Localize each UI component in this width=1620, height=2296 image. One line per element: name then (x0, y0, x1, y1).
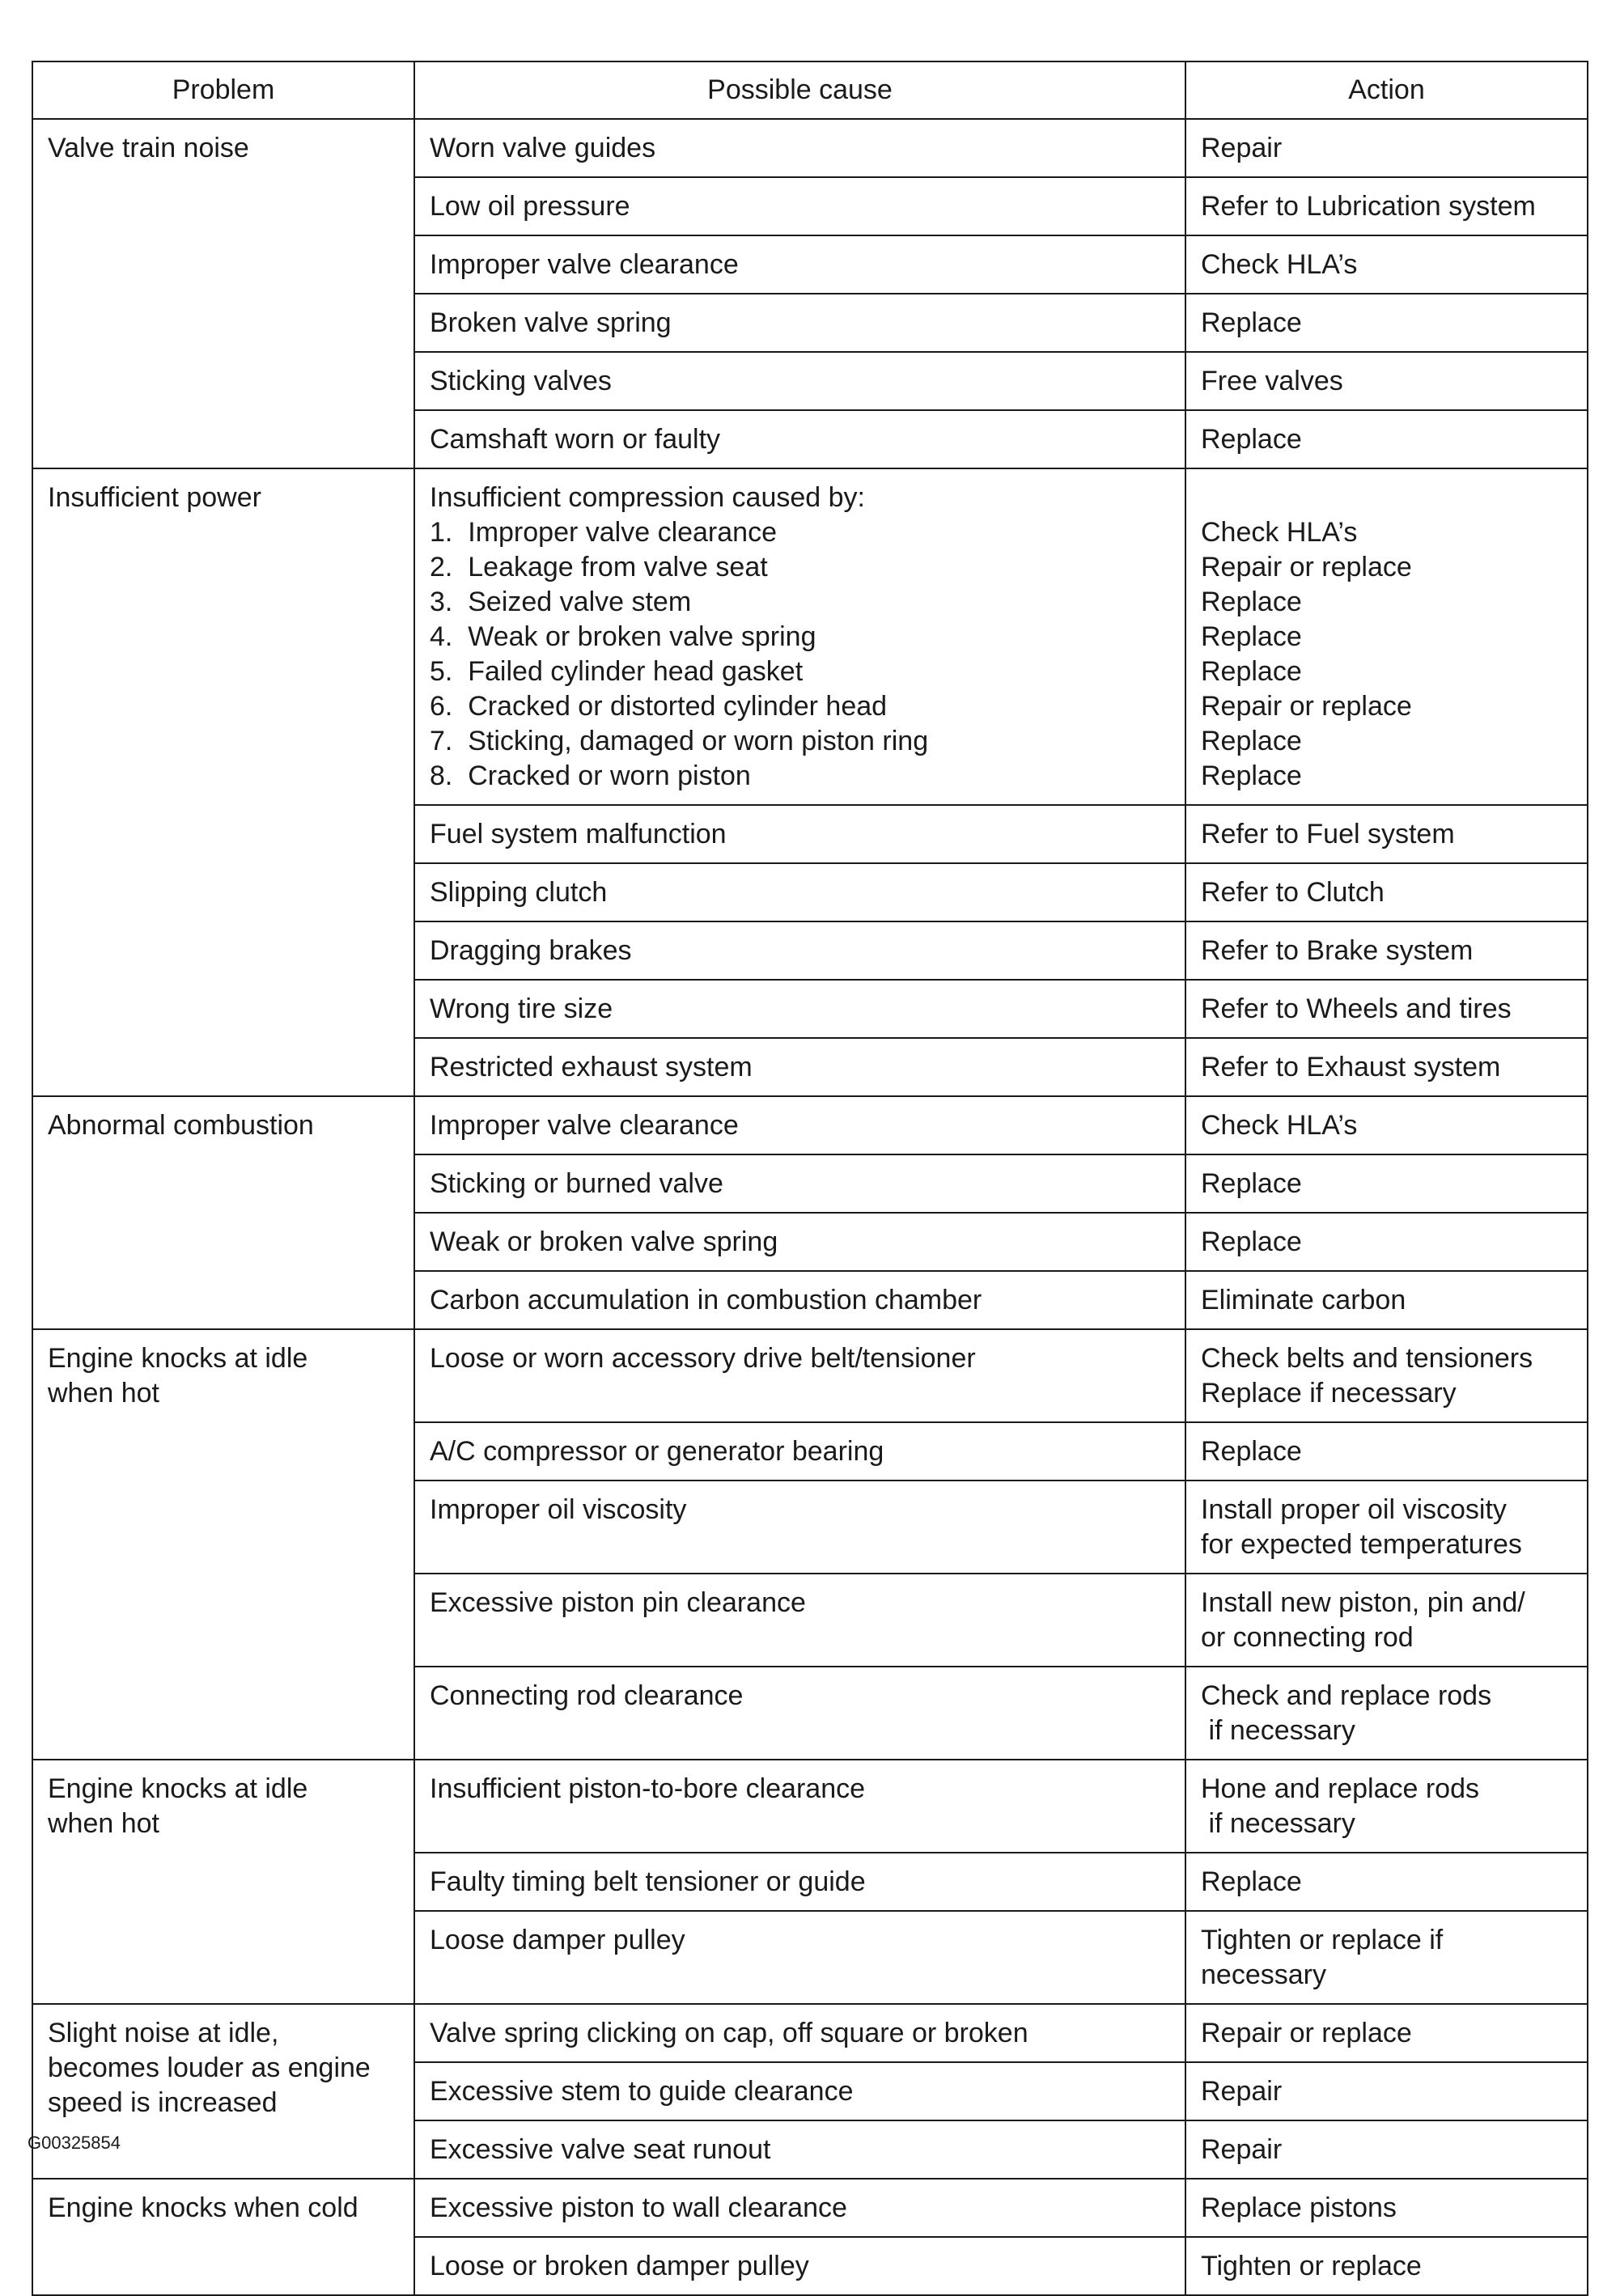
action-cell (1185, 1154, 1588, 1213)
cause-text: Wrong tire size (430, 993, 613, 1024)
action-cell (1185, 294, 1588, 352)
action-cell (1185, 2237, 1588, 2295)
action-cell (1185, 1038, 1588, 1096)
action-cell (1185, 1422, 1588, 1481)
action-text: Free valves (1201, 366, 1343, 396)
cause-cell (414, 410, 1185, 468)
cause-text: Loose or broken damper pulley (430, 2251, 809, 2281)
action-text: Check and replace rods (1201, 1680, 1492, 1711)
action-text: Tighten or replace (1201, 2251, 1422, 2281)
cause-cell (414, 921, 1185, 980)
cause-text: Low oil pressure (430, 191, 630, 222)
header-row (32, 61, 1588, 119)
cause-cell (414, 1096, 1185, 1154)
problem-text: Abnormal combustion (48, 1110, 314, 1141)
action-spacer (1201, 481, 1574, 515)
cause-text: Loose or worn accessory drive belt/tensioner (430, 1343, 976, 1374)
table-row (32, 1329, 1588, 1422)
problem-text: Slight noise at idle, (48, 2018, 279, 2048)
action-text: for expected temperatures (1201, 1529, 1522, 1560)
problem-text: Engine knocks at idle (48, 1773, 308, 1804)
action-text: Repair (1201, 2134, 1283, 2165)
cause-cell (414, 1760, 1185, 1853)
cause-list-item: 4. Weak or broken valve spring (430, 621, 816, 652)
action-cell (1185, 2062, 1588, 2120)
cause-cell (414, 863, 1185, 921)
action-cell (1185, 1760, 1588, 1853)
cause-text: Excessive piston pin clearance (430, 1587, 806, 1618)
action-cell (1185, 235, 1588, 294)
cause-text: Worn valve guides (430, 133, 656, 163)
action-text: necessary (1201, 1959, 1326, 1990)
cause-cell (414, 1911, 1185, 2004)
cause-list-item: 3. Seized valve stem (430, 587, 692, 617)
cause-text: Insufficient piston-to-bore clearance (430, 1773, 866, 1804)
cause-text: Camshaft worn or faulty (430, 424, 721, 455)
cause-cell (414, 1154, 1185, 1213)
cause-text: Excessive piston to wall clearance (430, 2192, 847, 2223)
problem-text: Engine knocks at idle (48, 1343, 308, 1374)
action-list-item: Check HLA’s (1201, 517, 1358, 548)
cause-text: Restricted exhaust system (430, 1052, 753, 1082)
cause-cell (414, 1853, 1185, 1911)
cause-list-item: 1. Improper valve clearance (430, 517, 777, 548)
problem-text: becomes louder as engine (48, 2052, 371, 2083)
action-text: or connecting rod (1201, 1622, 1414, 1653)
cause-cell (414, 1422, 1185, 1481)
cause-text: Improper oil viscosity (430, 1494, 687, 1525)
problem-text: Insufficient power (48, 482, 261, 513)
cause-text: Carbon accumulation in combustion chamber (430, 1285, 982, 1315)
cause-heading-text: Insufficient compression caused by: (430, 482, 865, 513)
action-cell (1185, 2004, 1588, 2062)
action-cell (1185, 1911, 1588, 2004)
action-text: Repair or replace (1201, 2018, 1412, 2048)
figure-id: G00325854 (28, 2133, 121, 2153)
action-cell (1185, 1853, 1588, 1911)
action-text: Replace (1201, 1436, 1302, 1467)
cause-text: Improper valve clearance (430, 249, 739, 280)
action-text: Refer to Wheels and tires (1201, 993, 1512, 1024)
header-problem: Problem (32, 61, 414, 119)
action-list-item: Replace (1201, 726, 1302, 756)
cause-text: Sticking valves (430, 366, 612, 396)
action-cell (1185, 1096, 1588, 1154)
table-row (32, 468, 1588, 805)
action-text: Repair (1201, 2076, 1283, 2107)
problem-text: when hot (48, 1808, 159, 1839)
problem-cell (32, 1096, 414, 1329)
action-cell (1185, 119, 1588, 177)
action-text: Replace (1201, 1226, 1302, 1257)
action-list-item: Replace (1201, 587, 1302, 617)
cause-cell (414, 1481, 1185, 1574)
action-cell (1185, 2120, 1588, 2179)
cause-cell (414, 1271, 1185, 1329)
cause-cell (414, 468, 1185, 805)
problem-text: Engine knocks when cold (48, 2192, 358, 2223)
cause-cell (414, 235, 1185, 294)
header-action: Action (1185, 61, 1588, 119)
action-cell (1185, 1574, 1588, 1667)
problem-text: speed is increased (48, 2087, 278, 2118)
cause-cell (414, 294, 1185, 352)
cause-text: Sticking or burned valve (430, 1168, 723, 1199)
action-list-item: Replace (1201, 621, 1302, 652)
action-cell (1185, 1667, 1588, 1760)
cause-list-item: 8. Cracked or worn piston (430, 760, 751, 791)
action-text: Tighten or replace if (1201, 1925, 1444, 1955)
action-cell (1185, 1271, 1588, 1329)
problem-cell (32, 468, 414, 1096)
action-text: Eliminate carbon (1201, 1285, 1406, 1315)
action-cell (1185, 352, 1588, 410)
action-text: Replace if necessary (1201, 1378, 1457, 1409)
cause-list-item: 7. Sticking, damaged or worn piston ring (430, 726, 929, 756)
action-text: Refer to Brake system (1201, 935, 1474, 966)
action-cell (1185, 980, 1588, 1038)
table-body (32, 119, 1588, 2295)
cause-text: Excessive valve seat runout (430, 2134, 771, 2165)
cause-cell (414, 2120, 1185, 2179)
cause-text: Faulty timing belt tensioner or guide (430, 1866, 866, 1897)
action-text: Hone and replace rods (1201, 1773, 1480, 1804)
action-text: Refer to Exhaust system (1201, 1052, 1501, 1082)
problem-cell (32, 1329, 414, 1760)
action-text: Replace (1201, 1168, 1302, 1199)
table-row (32, 1096, 1588, 1154)
cause-text: Fuel system malfunction (430, 819, 727, 849)
action-list-item: Replace (1201, 760, 1302, 791)
table-row (32, 2179, 1588, 2237)
action-text: Check HLA’s (1201, 249, 1358, 280)
cause-cell (414, 1667, 1185, 1760)
problem-cell (32, 2179, 414, 2295)
action-text: Replace (1201, 307, 1302, 338)
header-possible-cause: Possible cause (414, 61, 1185, 119)
action-cell (1185, 1481, 1588, 1574)
action-list-item: Replace (1201, 656, 1302, 687)
cause-cell (414, 1038, 1185, 1096)
action-cell (1185, 863, 1588, 921)
cause-cell (414, 352, 1185, 410)
cause-cell (414, 1329, 1185, 1422)
problem-cell (32, 119, 414, 468)
problem-cell (32, 1760, 414, 2004)
action-text: Refer to Clutch (1201, 877, 1385, 908)
action-cell (1185, 468, 1588, 805)
action-list-item: Repair or replace (1201, 691, 1412, 722)
action-text: if necessary (1201, 1715, 1355, 1746)
action-text: if necessary (1201, 1808, 1355, 1839)
action-text: Replace (1201, 1866, 1302, 1897)
problem-text: Valve train noise (48, 133, 249, 163)
table-row (32, 1760, 1588, 1853)
action-text: Refer to Lubrication system (1201, 191, 1536, 222)
action-cell (1185, 177, 1588, 235)
cause-cell (414, 2062, 1185, 2120)
table-header (32, 61, 1588, 119)
cause-cell (414, 805, 1185, 863)
cause-text: Loose damper pulley (430, 1925, 685, 1955)
action-text: Check belts and tensioners (1201, 1343, 1533, 1374)
cause-text: Broken valve spring (430, 307, 672, 338)
cause-cell (414, 1213, 1185, 1271)
action-cell (1185, 1329, 1588, 1422)
cause-text: Connecting rod clearance (430, 1680, 744, 1711)
action-text: Repair (1201, 133, 1283, 163)
cause-text: Improper valve clearance (430, 1110, 739, 1141)
action-text: Replace (1201, 424, 1302, 455)
action-cell (1185, 921, 1588, 980)
cause-text: Excessive stem to guide clearance (430, 2076, 854, 2107)
table-row (32, 119, 1588, 177)
action-text: Refer to Fuel system (1201, 819, 1455, 849)
action-cell (1185, 1213, 1588, 1271)
cause-list-item: 2. Leakage from valve seat (430, 552, 768, 582)
action-text: Install proper oil viscosity (1201, 1494, 1507, 1525)
action-cell (1185, 410, 1588, 468)
cause-text: Dragging brakes (430, 935, 632, 966)
cause-cell (414, 177, 1185, 235)
action-text: Replace pistons (1201, 2192, 1397, 2223)
table-row (32, 2004, 1588, 2062)
action-list-item: Repair or replace (1201, 552, 1412, 582)
action-cell (1185, 805, 1588, 863)
cause-text: Slipping clutch (430, 877, 608, 908)
cause-cell (414, 980, 1185, 1038)
cause-cell (414, 2237, 1185, 2295)
action-text: Install new piston, pin and/ (1201, 1587, 1525, 1618)
diagnosis-table (32, 61, 1588, 2296)
cause-list-item: 6. Cracked or distorted cylinder head (430, 691, 888, 722)
cause-cell (414, 119, 1185, 177)
cause-cell (414, 1574, 1185, 1667)
cause-text: Valve spring clicking on cap, off square or broken (430, 2018, 1028, 2048)
cause-cell (414, 2004, 1185, 2062)
action-text: Check HLA’s (1201, 1110, 1358, 1141)
problem-text: when hot (48, 1378, 159, 1409)
cause-list-item: 5. Failed cylinder head gasket (430, 656, 804, 687)
cause-cell (414, 2179, 1185, 2237)
cause-text: Weak or broken valve spring (430, 1226, 778, 1257)
cause-text: A/C compressor or generator bearing (430, 1436, 884, 1467)
action-cell (1185, 2179, 1588, 2237)
